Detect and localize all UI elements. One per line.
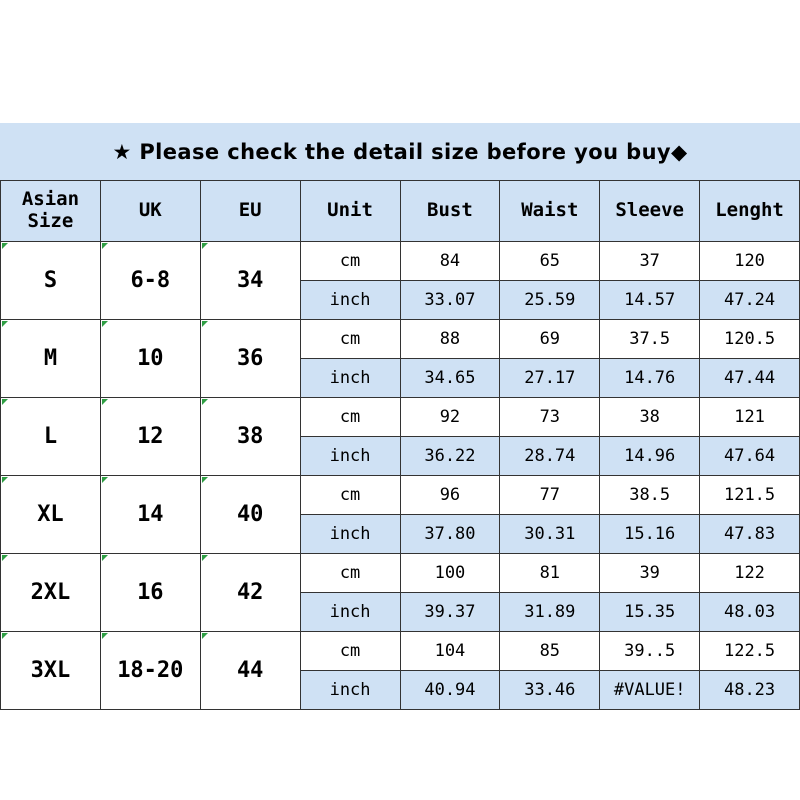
cell-waist: 65 — [500, 242, 600, 281]
cell-corner-marker — [102, 399, 108, 405]
cell-bust: 33.07 — [400, 281, 500, 320]
cell-lenght: 47.83 — [700, 515, 800, 554]
cell-lenght: 47.64 — [700, 437, 800, 476]
cell-unit: cm — [300, 554, 400, 593]
cell-sleeve: 14.96 — [600, 437, 700, 476]
cell-asian-size: S — [1, 242, 101, 320]
cell-unit: cm — [300, 398, 400, 437]
size-chart-container — [0, 123, 800, 700]
cell-waist: 77 — [500, 476, 600, 515]
cell-sleeve: 37.5 — [600, 320, 700, 359]
cell-waist: 28.74 — [500, 437, 600, 476]
column-header-lenght: Lenght — [700, 181, 800, 242]
cell-waist: 81 — [500, 554, 600, 593]
cell-unit: inch — [300, 593, 400, 632]
cell-bust: 40.94 — [400, 671, 500, 710]
cell-bust: 34.65 — [400, 359, 500, 398]
cell-bust: 84 — [400, 242, 500, 281]
cell-bust: 104 — [400, 632, 500, 671]
banner-row — [1, 123, 800, 181]
table-row — [1, 632, 800, 671]
cell-asian-size: L — [1, 398, 101, 476]
cell-sleeve: 37 — [600, 242, 700, 281]
cell-lenght: 48.23 — [700, 671, 800, 710]
column-header-eu: EU — [200, 181, 300, 242]
cell-waist: 27.17 — [500, 359, 600, 398]
cell-sleeve: 14.57 — [600, 281, 700, 320]
cell-unit: inch — [300, 515, 400, 554]
cell-waist: 69 — [500, 320, 600, 359]
column-header-asian-size: Asian Size — [1, 181, 101, 242]
cell-waist: 31.89 — [500, 593, 600, 632]
cell-waist: 25.59 — [500, 281, 600, 320]
cell-unit: inch — [300, 281, 400, 320]
cell-sleeve: 15.16 — [600, 515, 700, 554]
cell-bust: 96 — [400, 476, 500, 515]
cell-lenght: 122 — [700, 554, 800, 593]
cell-unit: cm — [300, 632, 400, 671]
cell-bust: 39.37 — [400, 593, 500, 632]
cell-lenght: 120.5 — [700, 320, 800, 359]
cell-uk: 12 — [100, 398, 200, 476]
cell-sleeve: 39 — [600, 554, 700, 593]
cell-corner-marker — [202, 555, 208, 561]
cell-lenght: 47.24 — [700, 281, 800, 320]
cell-unit: inch — [300, 671, 400, 710]
column-header-unit: Unit — [300, 181, 400, 242]
cell-asian-size: M — [1, 320, 101, 398]
cell-unit: cm — [300, 476, 400, 515]
cell-corner-marker — [2, 321, 8, 327]
size-chart-table — [0, 123, 800, 710]
cell-corner-marker — [202, 633, 208, 639]
cell-corner-marker — [202, 399, 208, 405]
cell-bust: 92 — [400, 398, 500, 437]
cell-unit: inch — [300, 437, 400, 476]
cell-corner-marker — [2, 399, 8, 405]
cell-corner-marker — [102, 243, 108, 249]
cell-corner-marker — [202, 477, 208, 483]
column-header-waist: Waist — [500, 181, 600, 242]
table-row — [1, 320, 800, 359]
cell-lenght: 47.44 — [700, 359, 800, 398]
cell-corner-marker — [2, 555, 8, 561]
header-row — [1, 181, 800, 242]
cell-lenght: 122.5 — [700, 632, 800, 671]
cell-corner-marker — [102, 555, 108, 561]
table-row — [1, 398, 800, 437]
cell-lenght: 48.03 — [700, 593, 800, 632]
column-header-uk: UK — [100, 181, 200, 242]
cell-uk: 16 — [100, 554, 200, 632]
cell-uk: 10 — [100, 320, 200, 398]
cell-lenght: 120 — [700, 242, 800, 281]
cell-eu: 42 — [200, 554, 300, 632]
banner-text: ★ Please check the detail size before you buy◆ — [1, 123, 800, 181]
cell-bust: 36.22 — [400, 437, 500, 476]
column-header-sleeve: Sleeve — [600, 181, 700, 242]
cell-corner-marker — [202, 243, 208, 249]
cell-asian-size: 3XL — [1, 632, 101, 710]
cell-waist: 73 — [500, 398, 600, 437]
cell-bust: 100 — [400, 554, 500, 593]
cell-corner-marker — [2, 243, 8, 249]
cell-corner-marker — [2, 477, 8, 483]
column-header-bust: Bust — [400, 181, 500, 242]
cell-unit: inch — [300, 359, 400, 398]
table-row — [1, 554, 800, 593]
table-row — [1, 476, 800, 515]
cell-eu: 34 — [200, 242, 300, 320]
cell-eu: 38 — [200, 398, 300, 476]
cell-corner-marker — [102, 633, 108, 639]
cell-sleeve: #VALUE! — [600, 671, 700, 710]
cell-eu: 40 — [200, 476, 300, 554]
cell-sleeve: 15.35 — [600, 593, 700, 632]
cell-unit: cm — [300, 242, 400, 281]
cell-eu: 44 — [200, 632, 300, 710]
cell-bust: 37.80 — [400, 515, 500, 554]
cell-lenght: 121.5 — [700, 476, 800, 515]
cell-corner-marker — [202, 321, 208, 327]
table-row — [1, 242, 800, 281]
cell-corner-marker — [2, 633, 8, 639]
cell-uk: 6-8 — [100, 242, 200, 320]
cell-uk: 18-20 — [100, 632, 200, 710]
cell-asian-size: XL — [1, 476, 101, 554]
cell-asian-size: 2XL — [1, 554, 101, 632]
cell-waist: 33.46 — [500, 671, 600, 710]
cell-waist: 30.31 — [500, 515, 600, 554]
cell-unit: cm — [300, 320, 400, 359]
cell-corner-marker — [102, 477, 108, 483]
cell-sleeve: 39..5 — [600, 632, 700, 671]
cell-bust: 88 — [400, 320, 500, 359]
cell-sleeve: 38 — [600, 398, 700, 437]
cell-eu: 36 — [200, 320, 300, 398]
cell-sleeve: 38.5 — [600, 476, 700, 515]
cell-waist: 85 — [500, 632, 600, 671]
cell-uk: 14 — [100, 476, 200, 554]
cell-lenght: 121 — [700, 398, 800, 437]
cell-sleeve: 14.76 — [600, 359, 700, 398]
cell-corner-marker — [102, 321, 108, 327]
